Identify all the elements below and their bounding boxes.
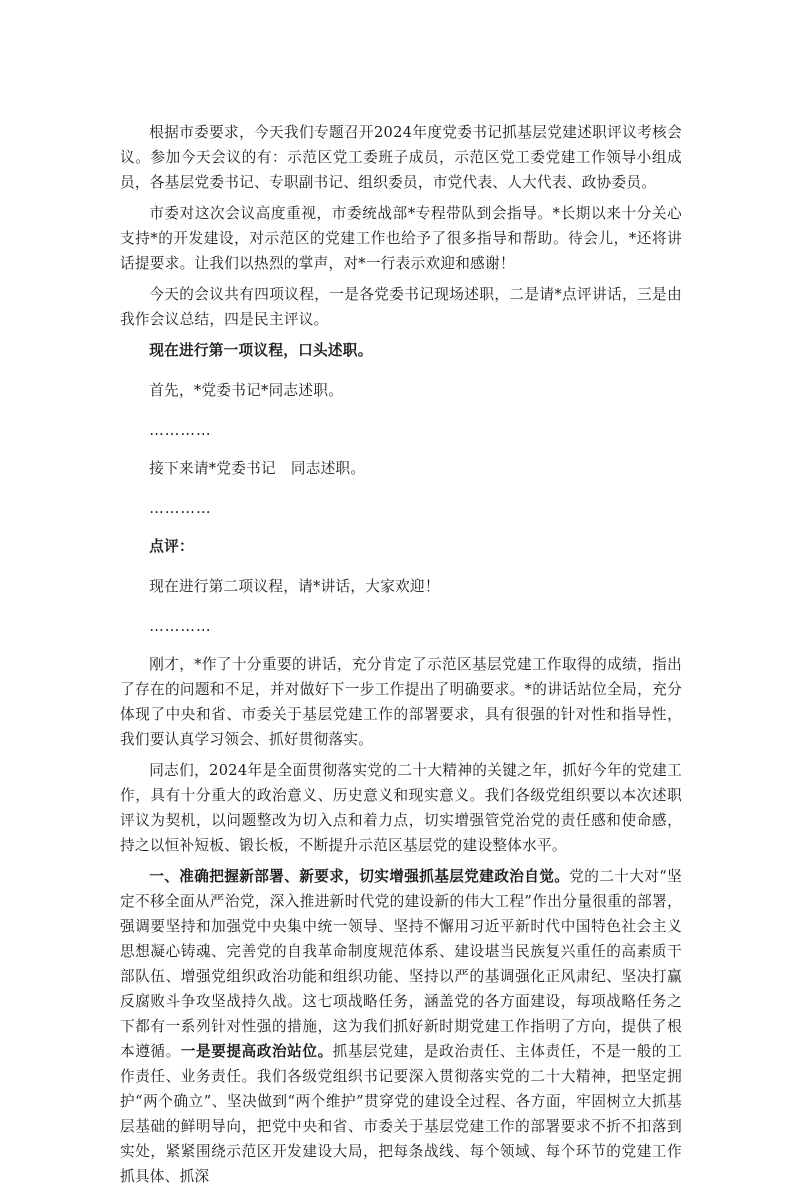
ellipsis-separator: ………… (149, 422, 212, 439)
section-one-text-continued: 抓基层党建，是政治责任、主体责任，不是一般的工作责任、业务责任。我们各级党组织书记要深入贯彻落实党的二十大精神，把坚定拥护“两个确立”、坚决做到“两个维护”贯穿党的建设全过程、各方面，牢固树立大抓基层基础的鲜明导向，把党中央和省、市委关于基层党建工作的部署要求不折不扣落到实处，紧紧围绕示范区开发建设大局，把每条战线、每个领域、每个环节的党建工作抓具体、抓深 (120, 1043, 682, 1185)
ellipsis-separator: ………… (149, 618, 212, 635)
paragraph-opening: 根据市委要求，今天我们专题召开2024年度党委书记抓基层党建述职评议考核会议。参加今天会议的有：示范区党工委班子成员，示范区党工委党建工作领导小组成员，各基层党委书记、专职副书记、组织委员，市党代表、人大代表、政协委员。 (120, 124, 682, 191)
paragraph-agenda-overview: 今天的会议共有四项议程，一是各党委书记现场述职，二是请*点评讲话，三是由我作会议总结，四是民主评议。 (120, 286, 682, 328)
paragraph-speech-summary: 刚才，*作了十分重要的讲话，充分肯定了示范区基层党建工作取得的成绩，指出了存在的问题和不足，并对做好下一步工作提出了明确要求。*的讲话站位全局，充分体现了中央和省、市委关于基层党建工作的部署要求，具有很强的针对性和指导性，我们要认真学习领会、抓好贯彻落实。 (120, 656, 682, 748)
comment-label: 点评： (149, 538, 194, 555)
section-one-text: 党的二十大对“坚定不移全面从严治党，深入推进新时代党的建设新的伟大工程”作出分量很重的部署，强调要坚持和加强党中央集中统一领导、坚持不懈用习近平新时代中国特色社会主义思想凝心铸魂、完善党的自我革命制度规范体系、建设堪当民族复兴重任的高素质干部队伍、增强党组织政治功能和组织功能、坚持以严的基调强化正风肃纪、坚决打赢反腐败斗争攻坚战持久战。这七项战略任务，涵盖党的各方面建设，每项战略任务之下都有一系列针对性强的措施，这为我们抓好新时期党建工作指明了方向，提供了根本遵循。 (120, 868, 682, 1060)
agenda-item-two: 现在进行第二项议程，请*讲话，大家欢迎！ (149, 578, 440, 595)
ellipsis-separator: ………… (149, 500, 212, 517)
agenda-item-one: 现在进行第一项议程，口头述职。 (149, 342, 373, 359)
section-one-heading: 一、准确把握新部署、新要求，切实增强抓基层党建政治自觉。 (149, 868, 570, 885)
paragraph-comrades: 同志们，2024年是全面贯彻落实党的二十大精神的关键之年，抓好今年的党建工作，具有十分重大的政治意义、历史意义和现实意义。我们各级党组织要以本次述职评议为契机，以问题整改为切入点和着力点，切实增强管党治党的责任感和使命感，持之以恒补短板、锻长板，不断提升示范区基层党的建设整体水平。 (120, 762, 682, 854)
paragraph-section-one (120, 864, 682, 1189)
paragraph-welcome: 市委对这次会议高度重视，市委统战部*专程带队到会指导。*长期以来十分关心支持*的开发建设，对示范区的党建工作也给予了很多指导和帮助。待会儿，*还将讲话提要求。让我们以热烈的掌声，对*一行表示欢迎和感谢！ (120, 205, 682, 272)
section-one-subheading: 一是要提高政治站位。 (180, 1043, 333, 1060)
next-speaker-line: 接下来请*党委书记 同志述职。 (149, 460, 366, 477)
document-body (120, 120, 682, 1195)
first-speaker-line: 首先，*党委书记*同志述职。 (149, 382, 344, 399)
